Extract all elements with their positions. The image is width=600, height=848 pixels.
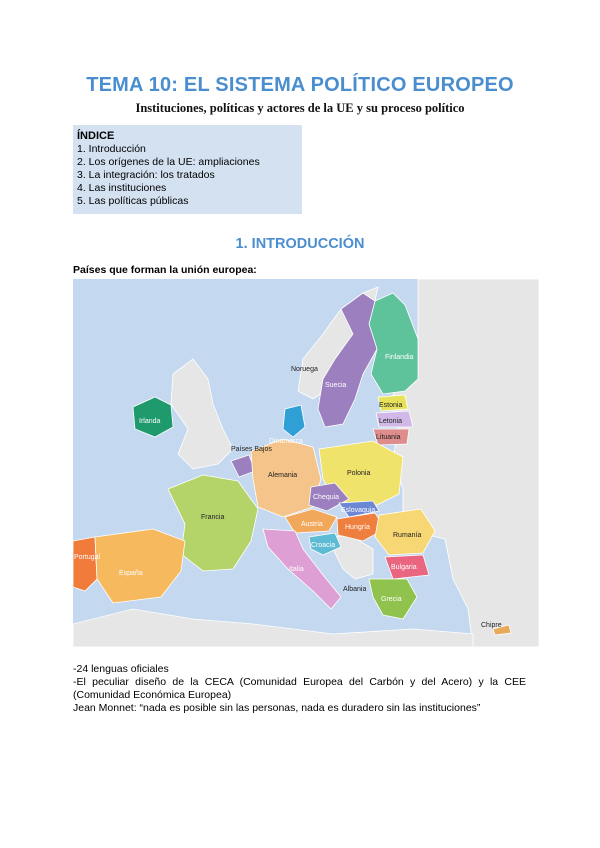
index-box bbox=[73, 125, 302, 214]
map-caption: Países que forman la unión europea: bbox=[73, 264, 257, 276]
map-label: Italia bbox=[289, 566, 304, 573]
eu-map-svg bbox=[73, 279, 539, 647]
index-item: 1. Introducción bbox=[77, 143, 146, 155]
country-irlanda bbox=[133, 397, 173, 437]
map-label: Letonia bbox=[379, 418, 402, 425]
map-label: Albania bbox=[343, 586, 367, 593]
map-label: Chipre bbox=[481, 622, 502, 629]
map-label: Noruega bbox=[291, 366, 318, 373]
country-finlandia bbox=[369, 293, 418, 394]
map-label: Lituania bbox=[376, 434, 401, 441]
map-label: Finlandia bbox=[385, 354, 414, 361]
map-label: Austria bbox=[301, 521, 323, 528]
note-line: -El peculiar diseño de la CECA (Comunidad Europea del Carbón y del Acero) y la CEE (Comunidad Económica Europea) bbox=[73, 676, 526, 701]
index-heading: ÍNDICE bbox=[77, 130, 115, 142]
index-item: 2. Los orígenes de la UE: ampliaciones bbox=[77, 156, 260, 168]
map-label: Estonia bbox=[379, 402, 403, 409]
map-label: Croacia bbox=[311, 542, 336, 549]
country-portugal bbox=[73, 537, 97, 591]
country-espana bbox=[95, 529, 185, 603]
map-label: Suecia bbox=[325, 382, 347, 389]
map-label: Francia bbox=[201, 514, 225, 521]
section-heading: 1. INTRODUCCIÓN bbox=[235, 236, 365, 252]
index-item: 3. La integración: los tratados bbox=[77, 169, 215, 181]
land-north-africa bbox=[73, 609, 473, 647]
note-line: -24 lenguas oficiales bbox=[73, 663, 169, 675]
map-label: Polonia bbox=[347, 470, 371, 477]
document-title: TEMA 10: EL SISTEMA POLÍTICO EUROPEO bbox=[86, 74, 514, 96]
note-line: Jean Monnet: “nada es posible sin las personas, nada es duradero sin las instituciones” bbox=[73, 702, 481, 714]
map-label: España bbox=[119, 570, 143, 577]
map-label: Hungría bbox=[345, 524, 370, 531]
map-label: Países Bajos bbox=[231, 446, 272, 453]
map-label: Dinamarca bbox=[269, 438, 303, 445]
document-subtitle: Instituciones, políticas y actores de la UE y su proceso político bbox=[135, 101, 465, 115]
map-label: Rumanía bbox=[393, 532, 422, 539]
map-label: Portugal bbox=[74, 554, 101, 561]
map-label: Alemania bbox=[268, 472, 298, 479]
notes bbox=[73, 663, 526, 715]
country-dinamarca bbox=[283, 405, 305, 437]
index-item: 4. Las instituciones bbox=[77, 182, 167, 194]
index-item: 5. Las políticas públicas bbox=[77, 195, 189, 207]
eu-map bbox=[73, 279, 539, 647]
map-label: Bulgaria bbox=[391, 564, 417, 571]
map-label: Eslovaquia bbox=[341, 507, 376, 514]
map-label: Chequia bbox=[313, 494, 340, 501]
map-label: Irlanda bbox=[139, 418, 161, 425]
land-uk bbox=[171, 359, 233, 469]
map-label: Grecia bbox=[381, 596, 402, 603]
